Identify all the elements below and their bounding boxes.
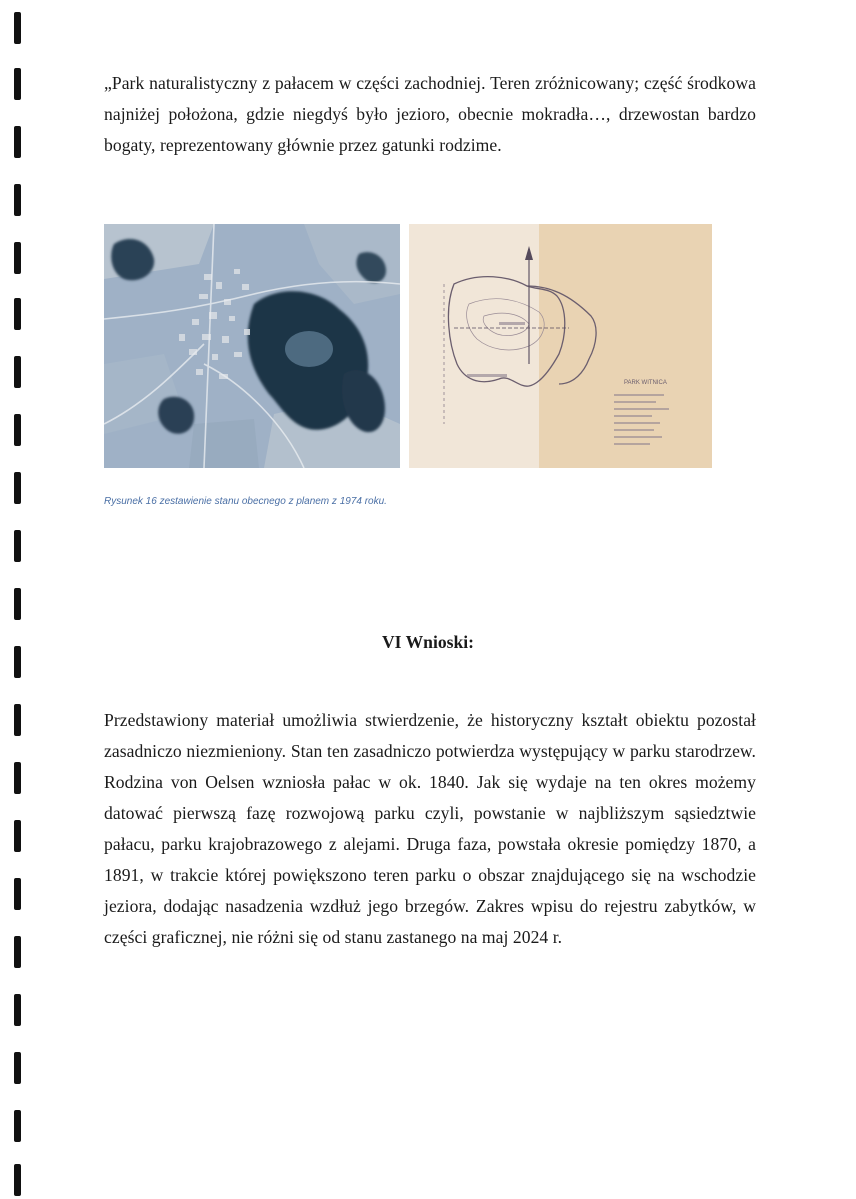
aerial-photo-graphic [104, 224, 400, 468]
historic-plan-graphic [409, 224, 712, 468]
figure-caption: Rysunek 16 zestawienie stanu obecnego z planem z 1974 roku. [104, 496, 387, 507]
historic-plan-scan [409, 224, 712, 468]
section-heading: VI Wnioski: [381, 632, 475, 652]
aerial-photo [104, 224, 400, 468]
plan-title: PARK WITNICA [624, 380, 667, 386]
intro-paragraph: „Park naturalistyczny z pałacem w części zachodniej. Teren zróżnicowany; część środkowa najniżej położona, gdzie niegdyś było jezioro, obecnie mokradła…, drzewostan bardzo bogaty, reprezentowany głównie przez gatunki rodzime. [104, 73, 756, 155]
spiral-binding [11, 0, 25, 1199]
conclusions-paragraph: Przedstawiony materiał umożliwia stwierdzenie, że historyczny kształt obiektu pozostał zasadniczo niezmieniony. Stan ten zasadniczo potwierdza występujący w parku starodrzew. Rodzina von Oelsen wzniosła pałac w ok. 1840. Jak się wydaje na ten okres możemy datować pierwszą fazę rozwojową parku czyli, powstanie w najbliższym sąsiedztwie pałacu, parku krajobrazowego z alejami. Druga faza, powstała okresie pomiędzy 1870, a 1891, w trakcie której powiększono teren parku o obszar znajdującego się na wschodzie jeziora, dodając nasadzenia wzdłuż jego brzegów. Zakres wpisu do rejestru zabytków, w części graficznej, nie różni się od stanu zastanego na maj 2024 r. [104, 710, 756, 947]
